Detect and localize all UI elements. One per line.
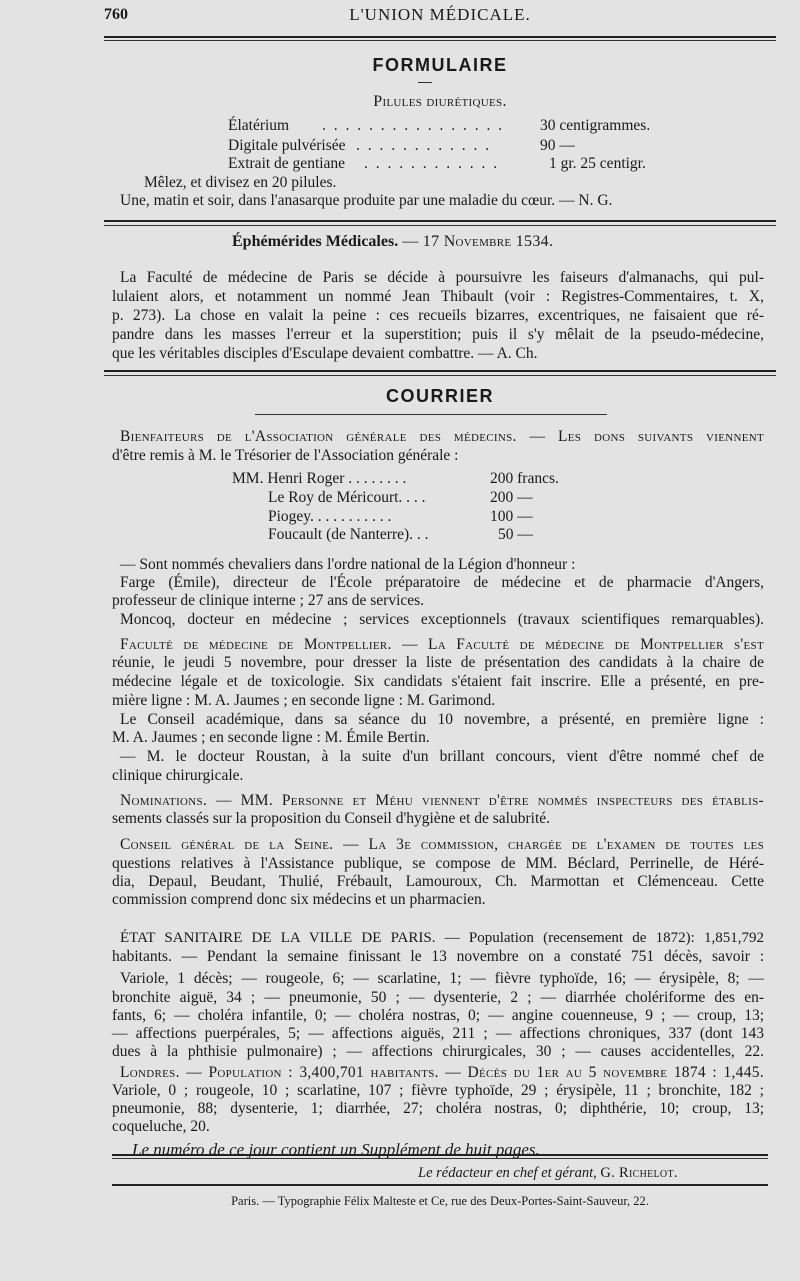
ingredient-3-quantity: 1 gr. 25 centigr. <box>549 155 646 172</box>
ephemerides-line: que les véritables disciples d'Esculape devaient combattre. — A. Ch. <box>112 345 538 362</box>
formulaire-subheading: Pilules diurétiques. <box>373 93 507 110</box>
ingredient-3-name: Extrait de gentiane <box>228 155 346 172</box>
ephemerides-line: pandre dans les masses l'erreur et la superstition; puis il s'y mêlait de la pseudo-médecine, <box>112 326 764 343</box>
ingredient-2-dots: . . . . . . . . . . . . <box>356 137 492 154</box>
londres-line: pneumonie, 88; dysenterie, 1; diarrhée, 27; choléra nostras, 0; diphthérie, 10; croup, 13; <box>112 1100 764 1117</box>
ingredient-2-quantity: 90 — <box>540 137 575 154</box>
donor-amount: 200 — <box>490 489 533 506</box>
etat-line: — affections puerpérales, 5; — affections aiguës, 211 ; — affections chroniques, 337 (dont 143 <box>112 1025 764 1042</box>
ingredient-3-dots: . . . . . . . . . . . . <box>364 155 500 172</box>
londres-line: coqueluche, 20. <box>112 1118 210 1135</box>
formulaire-line1: Mêlez, et divisez en 20 pilules. <box>144 174 337 191</box>
ephemerides-date: — 17 Novembre 1534. <box>402 233 554 250</box>
legion-line: Farge (Émile), directeur de l'École préparatoire de médecine et de pharmacie d'Angers, <box>120 574 764 591</box>
conseil-line: commission comprend donc six médecins et un pharmacien. <box>112 891 486 908</box>
donor-name: Foucault (de Nanterre). . . <box>268 526 429 543</box>
donor-amount: 200 francs. <box>490 470 559 487</box>
journal-title: L'UNION MÉDICALE. <box>349 5 531 24</box>
conseil-line: questions relatives à l'Assistance publique, se compose de MM. Béclard, Perrinelle, de Héré- <box>112 855 764 872</box>
montpellier-line: — M. le docteur Roustan, à la suite d'un brillant concours, vient d'être nommé chef de <box>120 748 764 765</box>
redacteur-name: G. Richelot. <box>600 1165 678 1181</box>
etat-line: bronchite aiguë, 34 ; — pneumonie, 50 ; — dysenterie, 2 ; — diarrhée cholériforme des en- <box>112 989 764 1006</box>
supplement-note: Le numéro de ce jour contient un Supplément de huit pages. <box>132 1140 540 1159</box>
conseil-line: Conseil général de la Seine. — La 3e commission, chargée de l'examen de toutes les <box>120 836 764 853</box>
footer-rule <box>112 1154 768 1156</box>
etat-line: habitants. — Pendant la semaine finissant le 13 novembre on a constaté 751 décès, savoir : <box>112 948 764 965</box>
montpellier-line: clinique chirurgicale. <box>112 767 244 784</box>
etat-line: Variole, 1 décès; — rougeole, 6; — scarlatine, 1; — fièvre typhoïde, 16; — érysipèle, 8; — <box>120 970 764 987</box>
donor-name: MM. Henri Roger . . . . . . . . <box>232 470 407 487</box>
ephemerides-line: La Faculté de médecine de Paris se décide à poursuivre les faiseurs d'almanachs, qui pul- <box>120 269 764 286</box>
bienfaiteurs-line: Bienfaiteurs de l'Association générale des médecins. — Les dons suivants viennent <box>120 428 764 445</box>
montpellier-line: mière ligne : M. A. Jaumes ; en seconde ligne : M. Garimond. <box>112 692 496 709</box>
montpellier-line: réunie, le jeudi 5 novembre, pour dresser la liste de présentation des candidats à la chaire de <box>112 654 764 671</box>
ephemerides-title-line <box>232 233 553 251</box>
courrier-heading: COURRIER <box>385 386 494 406</box>
redacteur-label: Le rédacteur en chef et gérant, <box>418 1165 597 1181</box>
formulaire-heading: FORMULAIRE <box>372 55 508 75</box>
etat-line: ÉTAT SANITAIRE DE LA VILLE DE PARIS. — Population (recensement de 1872): 1,851,792 <box>120 930 764 946</box>
donor-name: Le Roy de Méricourt. . . . <box>268 489 426 506</box>
header-rule <box>104 36 776 38</box>
montpellier-line: M. A. Jaumes ; en seconde ligne : M. Émile Bertin. <box>112 729 430 746</box>
donor-name: Piogey. . . . . . . . . . . <box>268 508 392 525</box>
ingredient-1-quantity: 30 centigrammes. <box>540 117 651 134</box>
etat-line: fants, 6; — choléra infantile, 0; — choléra nostras, 0; — angine couenneuse, 9 ; — croup, 13; <box>112 1007 764 1024</box>
nominations-line: Nominations. — MM. Personne et Méhu viennent d'être nommés inspecteurs des établis- <box>120 792 764 809</box>
imprint: Paris. — Typographie Félix Malteste et Ce, rue des Deux-Portes-Saint-Sauveur, 22. <box>231 1194 649 1208</box>
section-rule-thin <box>104 225 776 226</box>
londres-line: Londres. — Population : 3,400,701 habitants. — Décès du 1er au 5 novembre 1874 : 1,445. <box>120 1064 764 1081</box>
short-rule <box>418 82 432 83</box>
courrier-rule <box>255 414 607 415</box>
bienfaiteurs-line: d'être remis à M. le Trésorier de l'Association générale : <box>112 447 459 464</box>
section-rule <box>104 370 776 372</box>
formulaire-line2: Une, matin et soir, dans l'anasarque produite par une maladie du cœur. — N. G. <box>120 192 613 209</box>
montpellier-line: médecine légale et de toxicologie. Six candidats s'étaient fait inscrire. Elle a présenté, en pre- <box>112 673 764 690</box>
legion-line: — Sont nommés chevaliers dans l'ordre national de la Légion d'honneur : <box>120 556 576 573</box>
etat-line: dues à la phthisie pulmonaire) ; — affections chirurgicales, 30 ; — causes accidentelles, 22. <box>112 1043 764 1060</box>
donor-amount: 50 — <box>498 526 533 543</box>
donor-amount: 100 — <box>490 508 533 525</box>
redacteur-line <box>418 1164 678 1182</box>
footer-rule-thin <box>112 1158 768 1159</box>
ephemerides-line: p. 273). La chose en valait la peine : ces recueils bizarres, excentriques, ne faisaient que ré- <box>112 307 764 324</box>
londres-line: Variole, 0 ; rougeole, 10 ; scarlatine, 107 ; fièvre typhoïde, 29 ; érysipèle, 11 ; bronchite, 182 ; <box>112 1082 764 1099</box>
footer-rule <box>112 1184 768 1186</box>
ephemerides-title: Éphémérides Médicales. <box>232 233 399 250</box>
section-rule <box>104 220 776 222</box>
header-rule-thin <box>104 40 776 41</box>
legion-line: Moncoq, docteur en médecine ; services exceptionnels (travaux scientifiques remarquables). <box>120 611 764 628</box>
page-number: 760 <box>104 6 128 23</box>
montpellier-line: Faculté de médecine de Montpellier. — La Faculté de médecine de Montpellier s'est <box>120 636 764 653</box>
section-rule-thin <box>104 375 776 376</box>
nominations-line: sements classés sur la proposition du Conseil d'hygiène et de salubrité. <box>112 810 551 827</box>
montpellier-line: Le Conseil académique, dans sa séance du 10 novembre, a présenté, en première ligne : <box>120 711 764 728</box>
legion-line: professeur de clinique interne ; 27 ans de services. <box>112 592 425 609</box>
ephemerides-line: lulaient alors, et notamment un nommé Jean Thibault (voir : Registres-Commentaires, t. X, <box>112 288 764 305</box>
conseil-line: dia, Depaul, Beudant, Thulié, Frébault, Lamouroux, Ch. Marmottan et Clémenceau. Cette <box>112 873 764 890</box>
ingredient-1-dots: . . . . . . . . . . . . . . . . <box>322 117 505 134</box>
ingredient-2-name: Digitale pulvérisée <box>228 137 346 154</box>
ingredient-1-name: Élatérium <box>228 117 290 134</box>
